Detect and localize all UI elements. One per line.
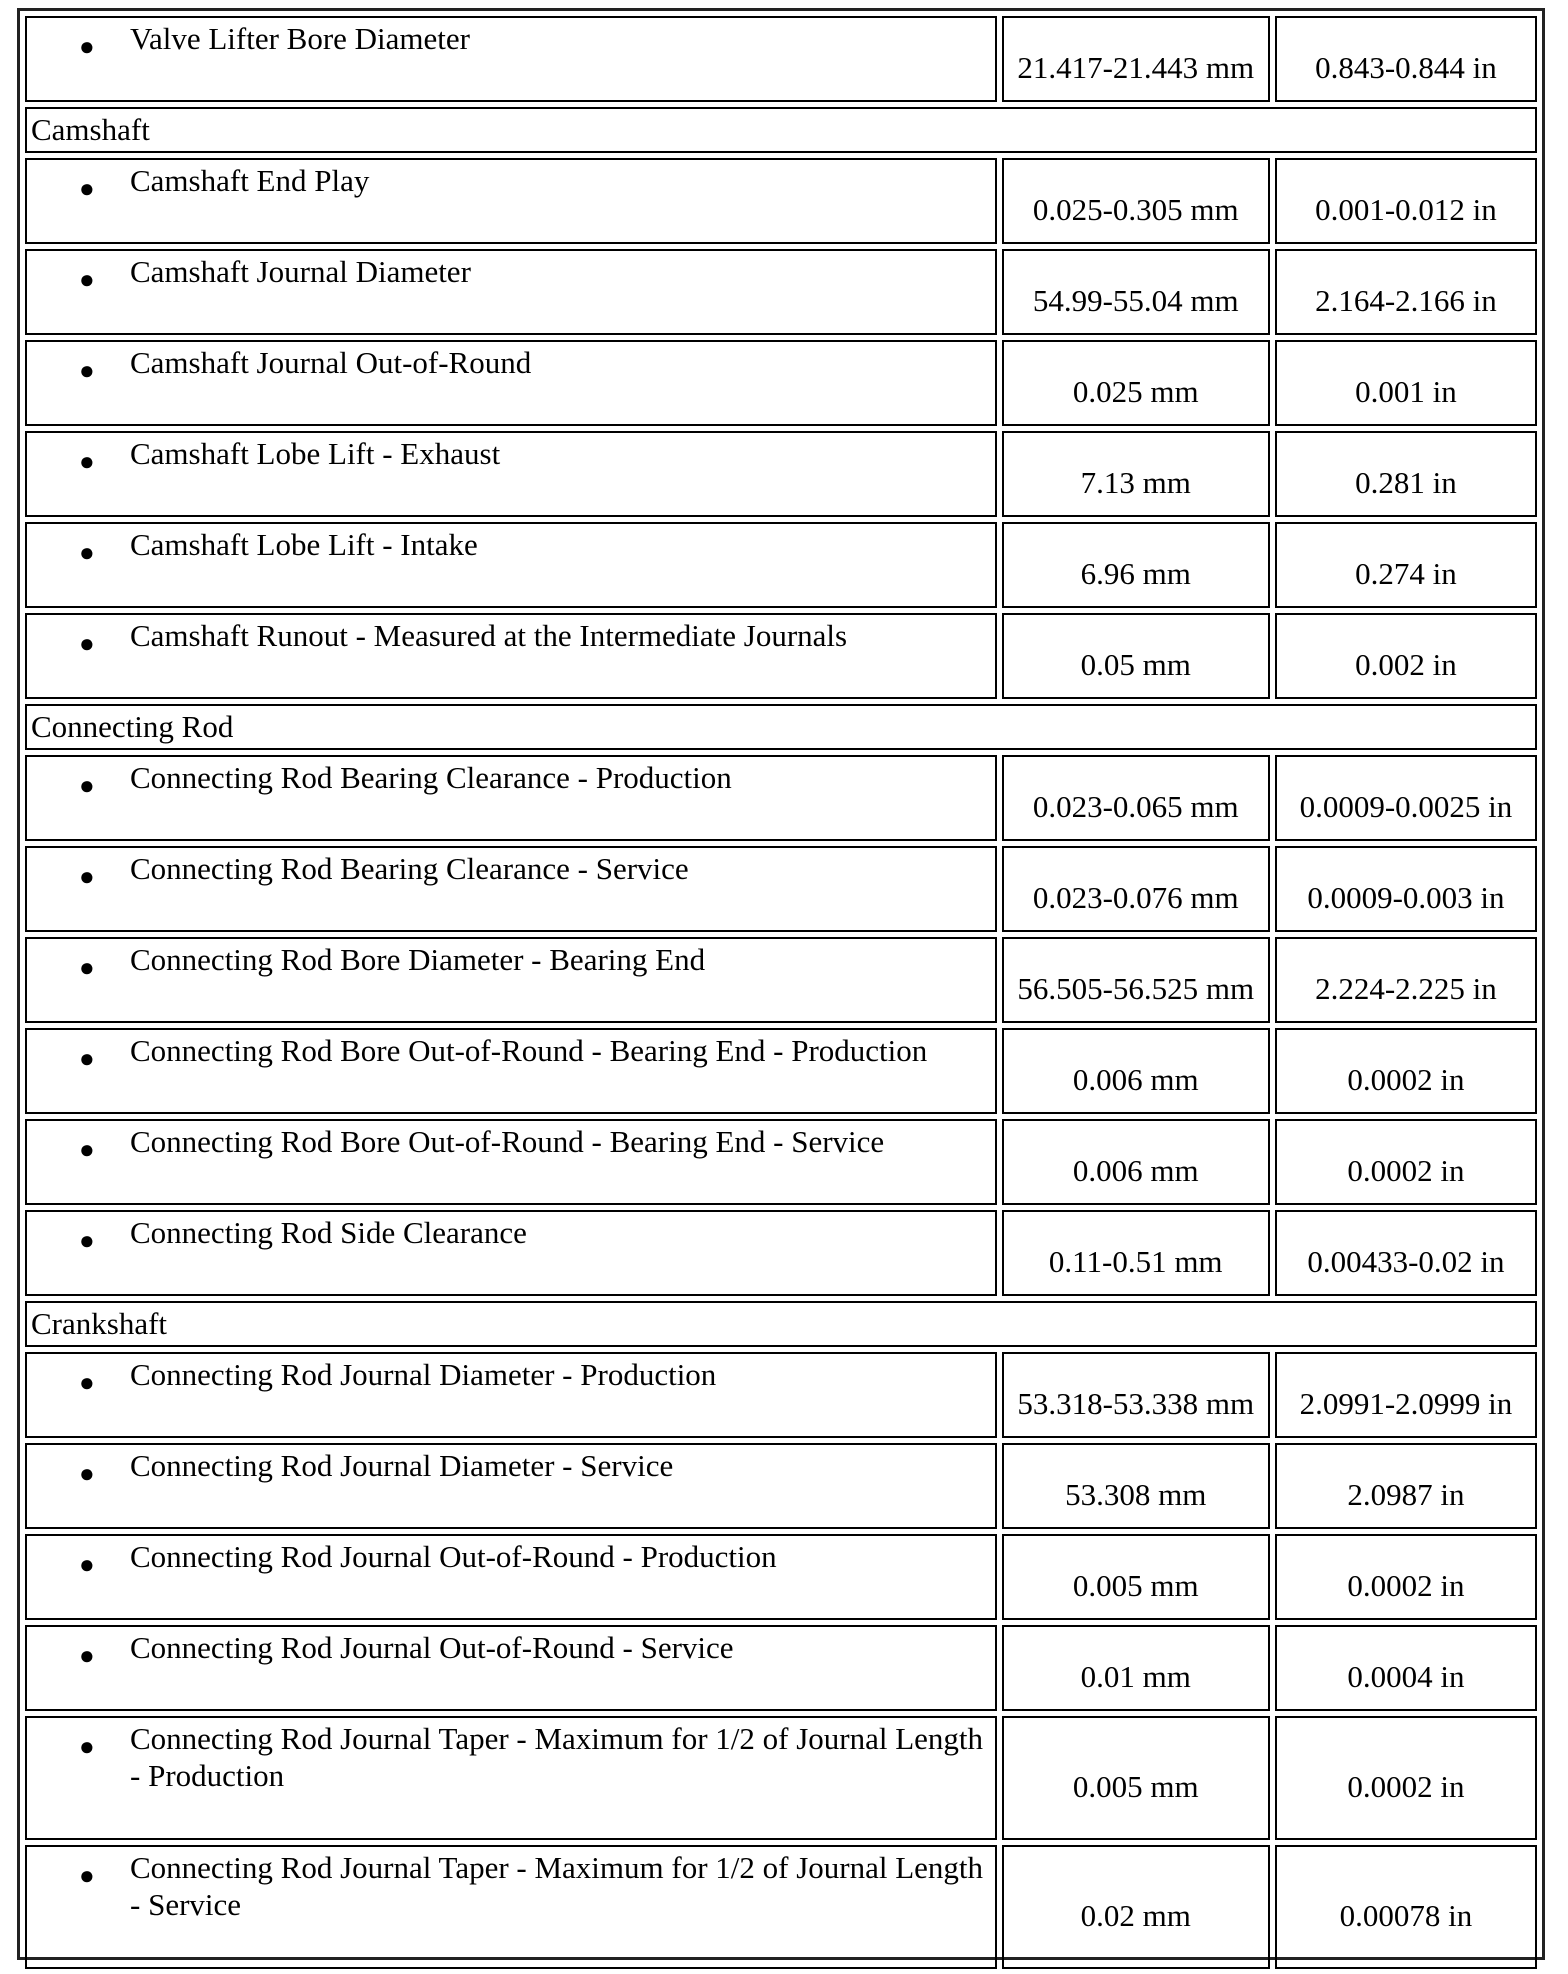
specification-table [20,11,1542,1974]
spec-name: Camshaft Lobe Lift - Exhaust [130,436,501,471]
bullet-icon: ● [79,1550,95,1579]
section-header-row [25,107,1537,153]
spec-name-cell [25,937,997,1023]
english-value: 0.00078 in [1275,1845,1537,1969]
spec-name-cell [25,1716,997,1840]
metric-value: 0.025-0.305 mm [1002,158,1270,244]
spec-name-cell [25,1534,997,1620]
spec-name: Camshaft Journal Out-of-Round [130,345,532,380]
bullet-icon: ● [79,953,95,982]
metric-value: 6.96 mm [1002,522,1270,608]
spec-name-cell [25,755,997,841]
metric-value: 0.005 mm [1002,1716,1270,1840]
table-row [25,1028,1537,1114]
spec-name: Connecting Rod Journal Out-of-Round - Production [130,1539,777,1574]
english-value: 0.0002 in [1275,1716,1537,1840]
metric-value: 0.02 mm [1002,1845,1270,1969]
spec-name-cell [25,340,997,426]
bullet-icon: ● [79,1044,95,1073]
metric-value: 0.025 mm [1002,340,1270,426]
metric-value: 0.005 mm [1002,1534,1270,1620]
metric-value: 0.05 mm [1002,613,1270,699]
english-value: 0.0002 in [1275,1119,1537,1205]
metric-value: 21.417-21.443 mm [1002,16,1270,102]
bullet-icon: ● [79,1226,95,1255]
metric-value: 0.006 mm [1002,1119,1270,1205]
spec-name-cell [25,431,997,517]
table-row [25,1443,1537,1529]
section-header-row [25,704,1537,750]
english-value: 2.224-2.225 in [1275,937,1537,1023]
english-value: 0.0002 in [1275,1028,1537,1114]
spec-name-cell [25,846,997,932]
table-row [25,1716,1537,1840]
english-value: 0.0009-0.003 in [1275,846,1537,932]
english-value: 0.001-0.012 in [1275,158,1537,244]
metric-value: 0.023-0.065 mm [1002,755,1270,841]
english-value: 0.274 in [1275,522,1537,608]
spec-name: Connecting Rod Journal Diameter - Production [130,1357,717,1392]
section-title: Connecting Rod [25,704,1537,750]
spec-name-cell [25,16,997,102]
english-value: 0.0002 in [1275,1534,1537,1620]
metric-value: 0.006 mm [1002,1028,1270,1114]
table-row [25,158,1537,244]
english-value: 2.0991-2.0999 in [1275,1352,1537,1438]
english-value: 0.00433-0.02 in [1275,1210,1537,1296]
spec-name: Connecting Rod Journal Taper - Maximum for 1/2 of Journal Length - Production [130,1721,984,1793]
bullet-icon: ● [79,1368,95,1397]
table-row [25,522,1537,608]
english-value: 0.002 in [1275,613,1537,699]
metric-value: 0.01 mm [1002,1625,1270,1711]
metric-value: 0.023-0.076 mm [1002,846,1270,932]
table-row [25,1352,1537,1438]
spec-name: Connecting Rod Bore Out-of-Round - Bearing End - Production [130,1033,928,1068]
table-row [25,937,1537,1023]
bullet-icon: ● [79,32,95,61]
spec-name: Valve Lifter Bore Diameter [130,21,470,56]
table-row [25,16,1537,102]
metric-value: 53.318-53.338 mm [1002,1352,1270,1438]
bullet-icon: ● [79,771,95,800]
spec-name: Connecting Rod Bore Out-of-Round - Bearing End - Service [130,1124,885,1159]
table-row [25,613,1537,699]
metric-value: 56.505-56.525 mm [1002,937,1270,1023]
bullet-icon: ● [79,174,95,203]
bullet-icon: ● [79,447,95,476]
english-value: 0.843-0.844 in [1275,16,1537,102]
spec-name: Connecting Rod Journal Out-of-Round - Service [130,1630,734,1665]
table-row [25,1534,1537,1620]
spec-name: Connecting Rod Bearing Clearance - Production [130,760,732,795]
spec-name-cell [25,1119,997,1205]
english-value: 0.0004 in [1275,1625,1537,1711]
spec-table-frame [17,8,1545,1960]
bullet-icon: ● [79,1135,95,1164]
table-row [25,1119,1537,1205]
metric-value: 7.13 mm [1002,431,1270,517]
spec-name: Camshaft Runout - Measured at the Intermediate Journals [130,618,848,653]
spec-name-cell [25,1845,997,1969]
spec-name: Connecting Rod Journal Diameter - Service [130,1448,674,1483]
english-value: 2.0987 in [1275,1443,1537,1529]
table-row [25,249,1537,335]
spec-name: Connecting Rod Side Clearance [130,1215,527,1250]
table-row [25,846,1537,932]
spec-name-cell [25,613,997,699]
english-value: 0.0009-0.0025 in [1275,755,1537,841]
spec-name: Camshaft End Play [130,163,370,198]
table-row [25,755,1537,841]
section-header-row [25,1301,1537,1347]
bullet-icon: ● [79,356,95,385]
section-title: Crankshaft [25,1301,1537,1347]
english-value: 0.001 in [1275,340,1537,426]
table-row [25,1210,1537,1296]
bullet-icon: ● [79,1459,95,1488]
spec-name-cell [25,249,997,335]
table-row [25,340,1537,426]
table-row [25,1845,1537,1969]
spec-name-cell [25,1352,997,1438]
bullet-icon: ● [79,265,95,294]
english-value: 0.281 in [1275,431,1537,517]
spec-name-cell [25,1028,997,1114]
spec-name: Connecting Rod Journal Taper - Maximum for 1/2 of Journal Length - Service [130,1850,984,1922]
bullet-icon: ● [79,538,95,567]
spec-name-cell [25,158,997,244]
metric-value: 53.308 mm [1002,1443,1270,1529]
bullet-icon: ● [79,862,95,891]
bullet-icon: ● [79,1861,95,1890]
bullet-icon: ● [79,1732,95,1761]
spec-name: Camshaft Lobe Lift - Intake [130,527,478,562]
spec-name: Connecting Rod Bearing Clearance - Service [130,851,689,886]
spec-name: Connecting Rod Bore Diameter - Bearing End [130,942,706,977]
metric-value: 0.11-0.51 mm [1002,1210,1270,1296]
table-row [25,431,1537,517]
english-value: 2.164-2.166 in [1275,249,1537,335]
spec-name-cell [25,1210,997,1296]
spec-name-cell [25,1625,997,1711]
section-title: Camshaft [25,107,1537,153]
spec-name: Camshaft Journal Diameter [130,254,471,289]
bullet-icon: ● [79,629,95,658]
bullet-icon: ● [79,1641,95,1670]
table-row [25,1625,1537,1711]
spec-name-cell [25,522,997,608]
spec-name-cell [25,1443,997,1529]
metric-value: 54.99-55.04 mm [1002,249,1270,335]
